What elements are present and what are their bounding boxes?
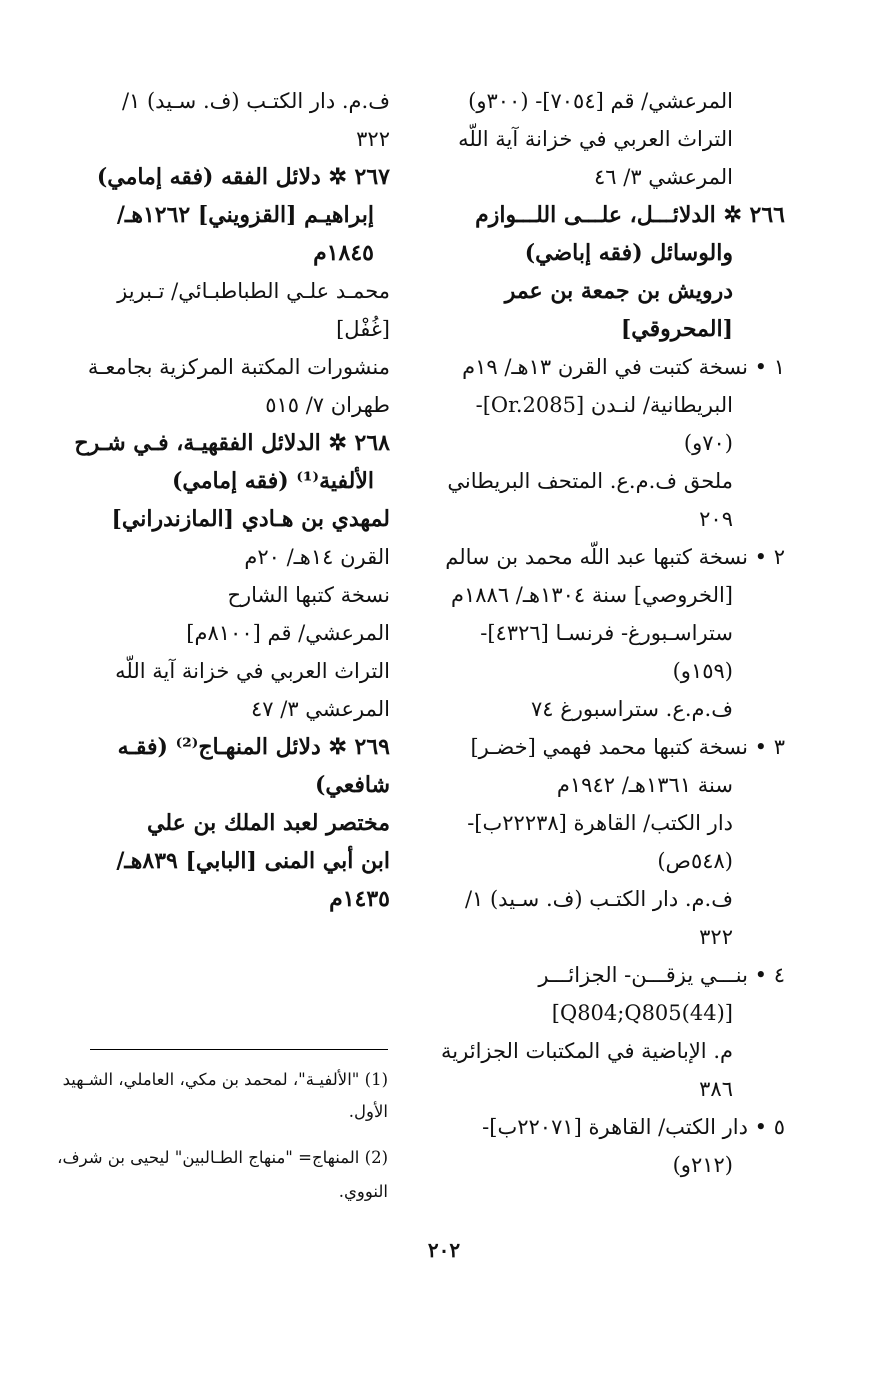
right-column-line: ٣ • نسخة كتبها محمد فهمي [خضـر] [470,735,785,759]
left-column-line: طهران ٧/ ٥١٥ [265,393,390,417]
page-number: ٢٠٢ [427,1238,461,1262]
left-column-line: المرعشي/ قم [٨١٠٠م] [186,621,390,645]
right-column-line: البريطانية/ لنـدن [Or.2085]- [475,393,733,417]
right-column-line: ٣٨٦ [699,1077,733,1101]
right-column-line: ٤ • بنـــي يزقـــن- الجزائـــر [538,963,785,987]
left-column-line: ١٨٤٥م [313,240,374,266]
footnote-divider [90,1049,388,1050]
left-column-line: شافعي) [314,772,390,798]
footnote-2-line-2: النووي. [338,1182,388,1201]
footnote-1-line-1: (1) "الألفيـة"، لمحمد بن مكي، العاملي، الشـهيد [62,1070,388,1089]
right-column-line: سنة ١٣٦١هـ/ ١٩٤٢م [556,773,733,797]
right-column-line: ٥ • دار الكتب/ القاهرة [٢٢٠٧١ب]- [482,1115,785,1139]
left-column-line: ٣٢٢ [356,127,390,151]
right-column-line: ف.م. دار الكتـب (ف. سـيد) ١/ [464,887,733,911]
right-column-line: (٥٤٨ص) [657,849,733,873]
right-column-line: [الخروصي] سنة ١٣٠٤هـ/ ١٨٨٦م [450,583,733,607]
right-column-line: ستراسـبورغ- فرنسـا [٤٣٢٦]- [480,621,733,645]
left-column-line: منشورات المكتبة المركزية بجامعـة [87,355,390,379]
right-column-line: والوسائل (فقه إباضي) [524,240,733,266]
right-column-line: ٢٦٦ ✲ الدلائـــل، علـــى اللـــوازم [475,202,785,228]
left-column-line: محمـد علـي الطباطبـائي/ تـبريز [117,279,390,303]
left-column [52,82,390,918]
right-column [440,82,785,1184]
right-column-line: ملحق ف.م.ع. المتحف البريطاني [447,469,733,493]
right-column-line: ١ • نسخة كتبت في القرن ١٣هـ/ ١٩م [462,355,785,379]
left-column-line: القرن ١٤هـ/ ٢٠م [244,545,390,569]
left-column-line: لمهدي بن هـادي [المازندراني] [111,506,390,532]
right-column-line: درويش بن جمعة بن عمر [504,278,733,304]
right-column-line: ف.م.ع. ستراسبورغ ٧٤ [530,697,733,721]
right-column-line: (١٥٩و) [672,659,733,683]
footnote-1-line-2: الأول. [348,1102,388,1121]
left-column-line: ٢٦٩ ✲ دلائل المنهـاج⁽²⁾ (فقـه [117,734,390,760]
left-column-line: الألفية⁽¹⁾ (فقه إمامي) [172,468,374,494]
left-column-line: ١٤٣٥م [329,886,390,912]
right-column-line: التراث العربي في خزانة آية اللّه [458,127,733,151]
left-column-line: إبراهيـم [القزويني] ١٢٦٢هـ/ [116,202,374,228]
left-column-line: ف.م. دار الكتـب (ف. سـيد) ١/ [121,89,390,113]
right-column-line: ٣٢٢ [699,925,733,949]
right-column-line: م. الإباضية في المكتبات الجزائرية [441,1039,733,1063]
left-column-line: ابن أبي المنى [البابي] ٨٣٩هـ/ [116,848,390,874]
footnote-2-line-1: (2) المنهاج= "منهاج الطـالبين" ليحيى بن شرف، [57,1148,388,1167]
left-column-line: المرعشي ٣/ ٤٧ [250,697,390,721]
right-column-line: المرعشي/ قم [٧٠٥٤]- (٣٠٠و) [468,89,733,113]
right-column-line: ٢ • نسخة كتبها عبد اللّه محمد بن سالم [445,545,785,569]
left-column-line: مختصر لعبد الملك بن علي [147,810,390,836]
right-column-line: [المحروقي] [620,316,733,342]
left-column-line: [غُفْل] [336,317,390,341]
left-column-line: التراث العربي في خزانة آية اللّه [115,659,390,683]
left-column-line: ٢٦٨ ✲ الدلائل الفقهيـة، فـي شـرح [74,430,390,456]
right-column-line: المرعشي ٣/ ٤٦ [593,165,733,189]
right-column-line: (٢١٢و) [672,1153,733,1177]
right-column-line: [(44)Q804;Q805] [551,1001,733,1025]
left-column-line: نسخة كتبها الشارح [227,583,390,607]
left-column-line: ٢٦٧ ✲ دلائل الفقه (فقه إمامي) [96,164,390,190]
right-column-line: ٢٠٩ [699,507,733,531]
right-column-line: (٧٠و) [683,431,733,455]
right-column-line: دار الكتب/ القاهرة [٢٢٢٣٨ب]- [467,811,733,835]
